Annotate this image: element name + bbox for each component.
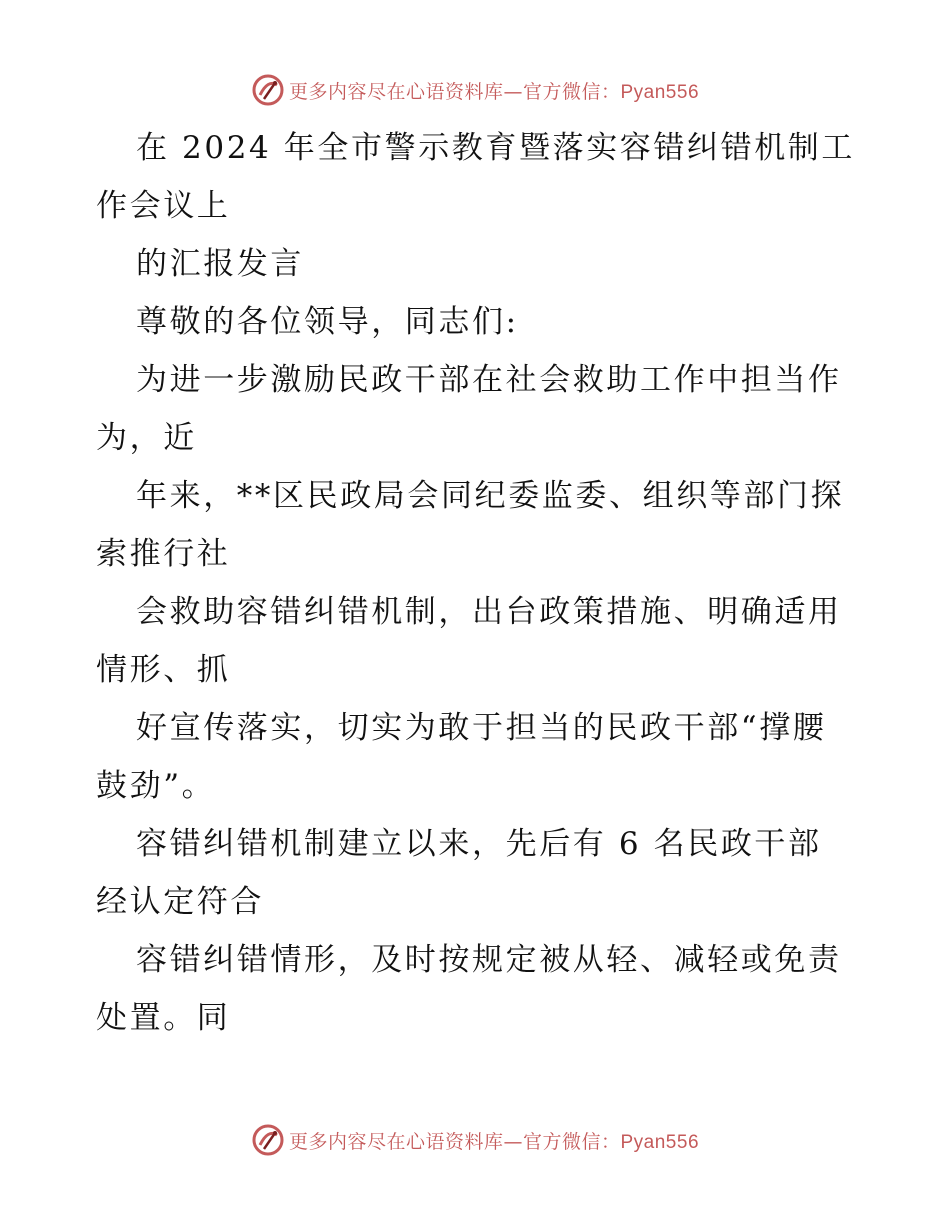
text-line: 好宣传落实，切实为敢于担当的民政干部“撑腰: [136, 710, 827, 746]
text-line: 容错纠错情形，及时按规定被从轻、减轻或免责: [136, 942, 842, 978]
brand-logo-icon: [251, 73, 285, 107]
text-line: 会救助容错纠错机制，出台政策措施、明确适用: [136, 594, 842, 630]
footer-text: 更多内容尽在心语资料库—官方微信：Pyan556: [288, 1130, 700, 1153]
text-line: 作会议上: [96, 188, 231, 224]
text-line: 索推行社: [96, 536, 231, 572]
text-line: 年来，**区民政局会同纪委监委、组织等部门探: [136, 478, 845, 514]
text-line: 情形、抓: [96, 652, 231, 688]
header-text: 更多内容尽在心语资料库—官方微信：Pyan556: [288, 80, 700, 103]
text-line: 在 2024 年全市警示教育暨落实容错纠错机制工: [136, 130, 855, 166]
text-line: 容错纠错机制建立以来，先后有 6 名民政干部: [136, 826, 822, 862]
text-line: 为进一步激励民政干部在社会救助工作中担当作: [136, 362, 842, 398]
text-line: 为，近: [96, 420, 197, 456]
text-line: 鼓劲”。: [96, 768, 216, 804]
header-banner: [0, 70, 950, 110]
text-line: 处置。同: [96, 1000, 231, 1036]
footer-banner: [0, 1120, 950, 1160]
text-line: 的汇报发言: [136, 246, 304, 282]
text-line: 经认定符合: [96, 884, 264, 920]
brand-logo-icon: [251, 1123, 285, 1157]
text-line: 尊敬的各位领导，同志们:: [136, 304, 519, 340]
